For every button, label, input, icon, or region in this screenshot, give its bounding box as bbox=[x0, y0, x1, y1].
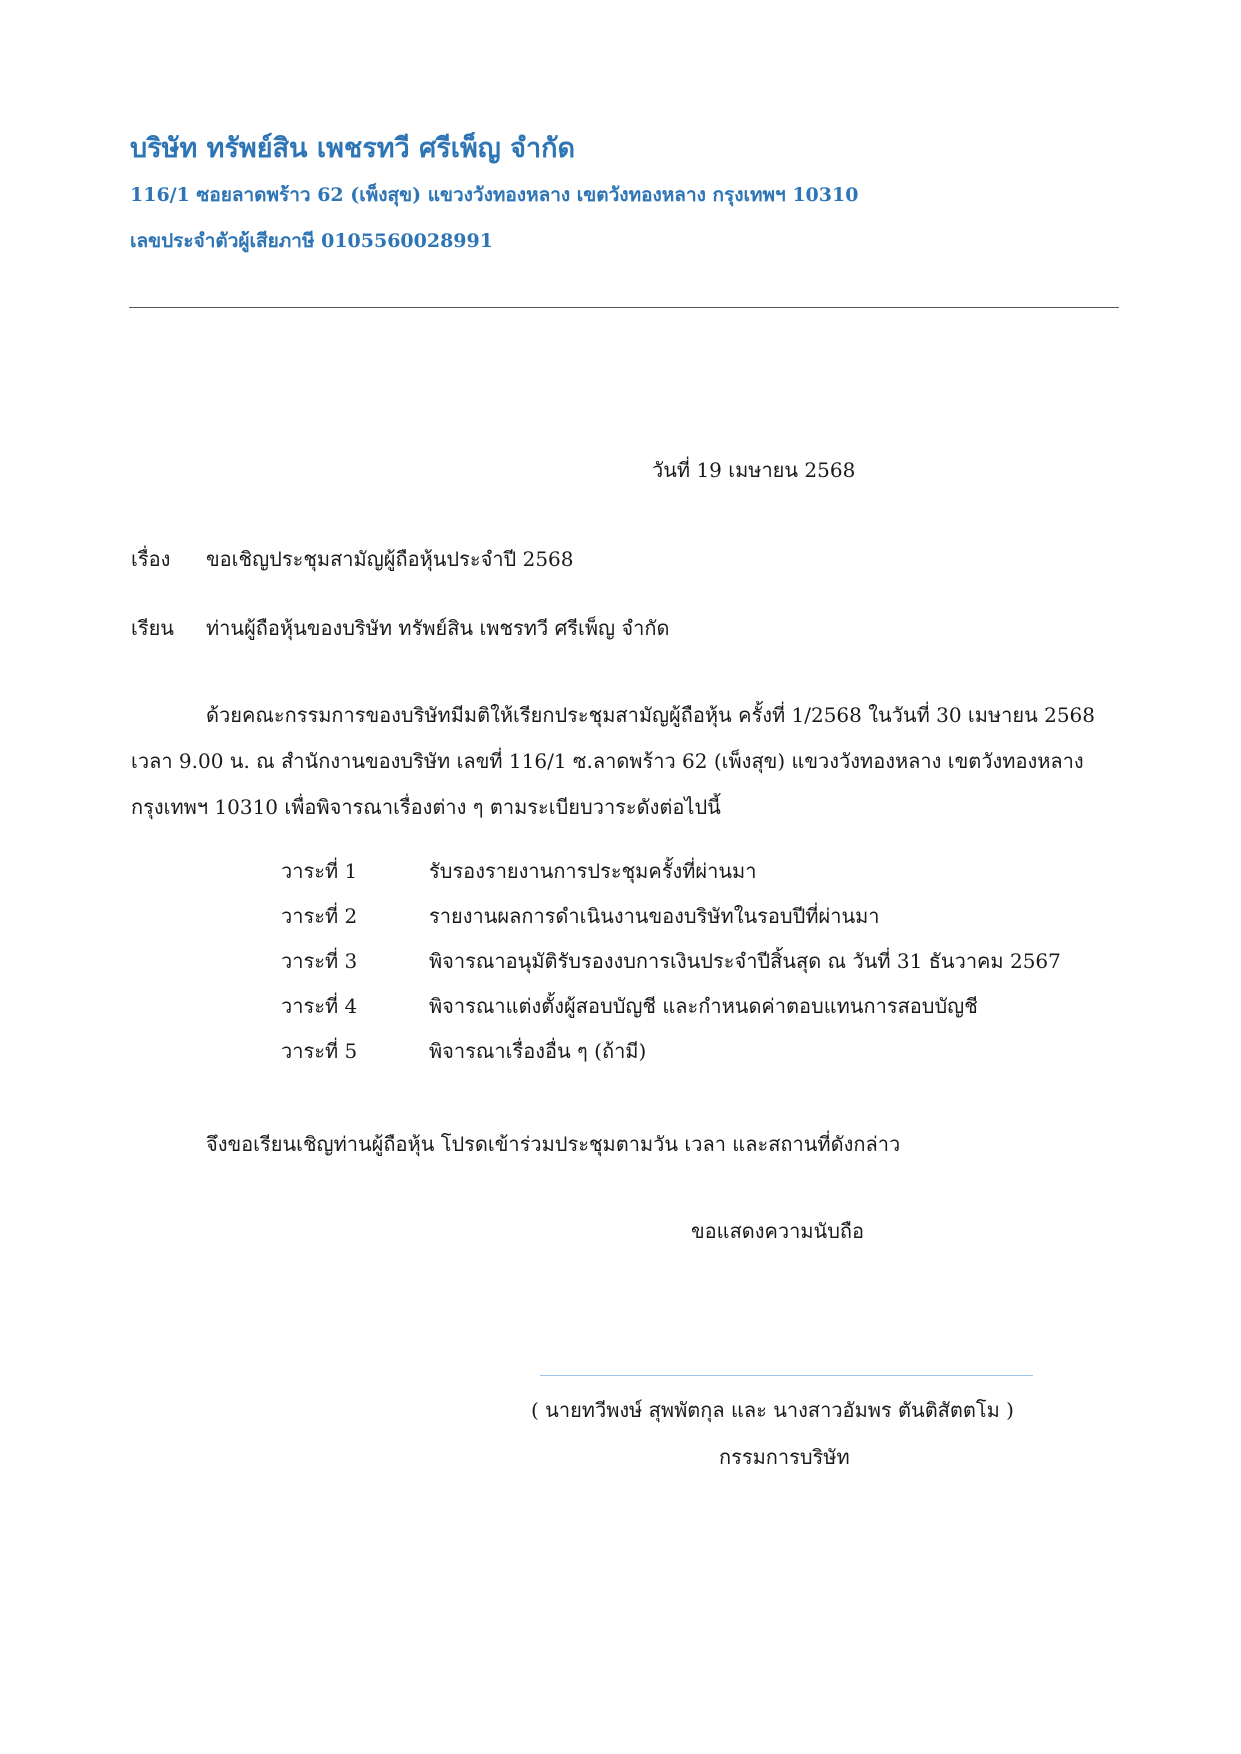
agenda-number: วาระที่ 2 bbox=[281, 904, 358, 928]
header-divider bbox=[129, 307, 1119, 308]
subject-text: ขอเชิญประชุมสามัญผู้ถือหุ้นประจำปี 2568 bbox=[206, 547, 574, 571]
subject-label: เรื่อง bbox=[131, 547, 171, 571]
agenda-item-text: พิจารณาเรื่องอื่น ๆ (ถ้ามี) bbox=[429, 1039, 647, 1063]
agenda-item-text: รายงานผลการดำเนินงานของบริษัทในรอบปีที่ผ่านมา bbox=[429, 904, 880, 928]
regards-text: ขอแสดงความนับถือ bbox=[691, 1219, 865, 1243]
agenda-number: วาระที่ 4 bbox=[281, 994, 358, 1018]
signer-names: ( นายทวีพงษ์ สุพพัตกุล และ นางสาวอัมพร ตันติสัตตโม ) bbox=[531, 1398, 1014, 1422]
agenda-item-text: พิจารณาแต่งตั้งผู้สอบบัญชี และกำหนดค่าตอบแทนการสอบบัญชี bbox=[429, 994, 978, 1018]
paragraph-line: กรุงเทพฯ 10310 เพื่อพิจารณาเรื่องต่าง ๆ ตามระเบียบวาระดังต่อไปนี้ bbox=[131, 795, 721, 819]
agenda-item-text: รับรองรายงานการประชุมครั้งที่ผ่านมา bbox=[429, 859, 757, 883]
recipient-text: ท่านผู้ถือหุ้นของบริษัท ทรัพย์สิน เพชรทวี ศรีเพ็ญ จำกัด bbox=[206, 616, 670, 640]
paragraph-line: เวลา 9.00 น. ณ สำนักงานของบริษัท เลขที่ 116/1 ซ.ลาดพร้าว 62 (เพ็งสุข) แขวงวังทองหลาง เขตวังทองหลาง bbox=[131, 749, 1084, 773]
paragraph-line: ด้วยคณะกรรมการของบริษัทมีมติให้เรียกประชุมสามัญผู้ถือหุ้น ครั้งที่ 1/2568 ในวันที่ 30 เมษายน 2568 bbox=[206, 703, 1096, 727]
closing-text: จึงขอเรียนเชิญท่านผู้ถือหุ้น โปรดเข้าร่วมประชุมตามวัน เวลา และสถานที่ดังกล่าว bbox=[206, 1132, 901, 1156]
agenda-item-text: พิจารณาอนุมัติรับรองงบการเงินประจำปีสิ้นสุด ณ วันที่ 31 ธันวาคม 2567 bbox=[429, 949, 1061, 973]
company-name: บริษัท ทรัพย์สิน เพชรทวี ศรีเพ็ญ จำกัด bbox=[130, 133, 576, 164]
agenda-number: วาระที่ 3 bbox=[281, 949, 358, 973]
signer-title: กรรมการบริษัท bbox=[719, 1445, 850, 1469]
agenda-number: วาระที่ 1 bbox=[281, 859, 358, 883]
agenda-number: วาระที่ 5 bbox=[281, 1039, 358, 1063]
signature-line bbox=[540, 1375, 1033, 1376]
letter-date: วันที่ 19 เมษายน 2568 bbox=[652, 458, 856, 482]
recipient-label: เรียน bbox=[131, 616, 174, 640]
company-tax-id: เลขประจำตัวผู้เสียภาษี 0105560028991 bbox=[130, 230, 493, 252]
company-address: 116/1 ซอยลาดพร้าว 62 (เพ็งสุข) แขวงวังทองหลาง เขตวังทองหลาง กรุงเทพฯ 10310 bbox=[130, 184, 859, 206]
